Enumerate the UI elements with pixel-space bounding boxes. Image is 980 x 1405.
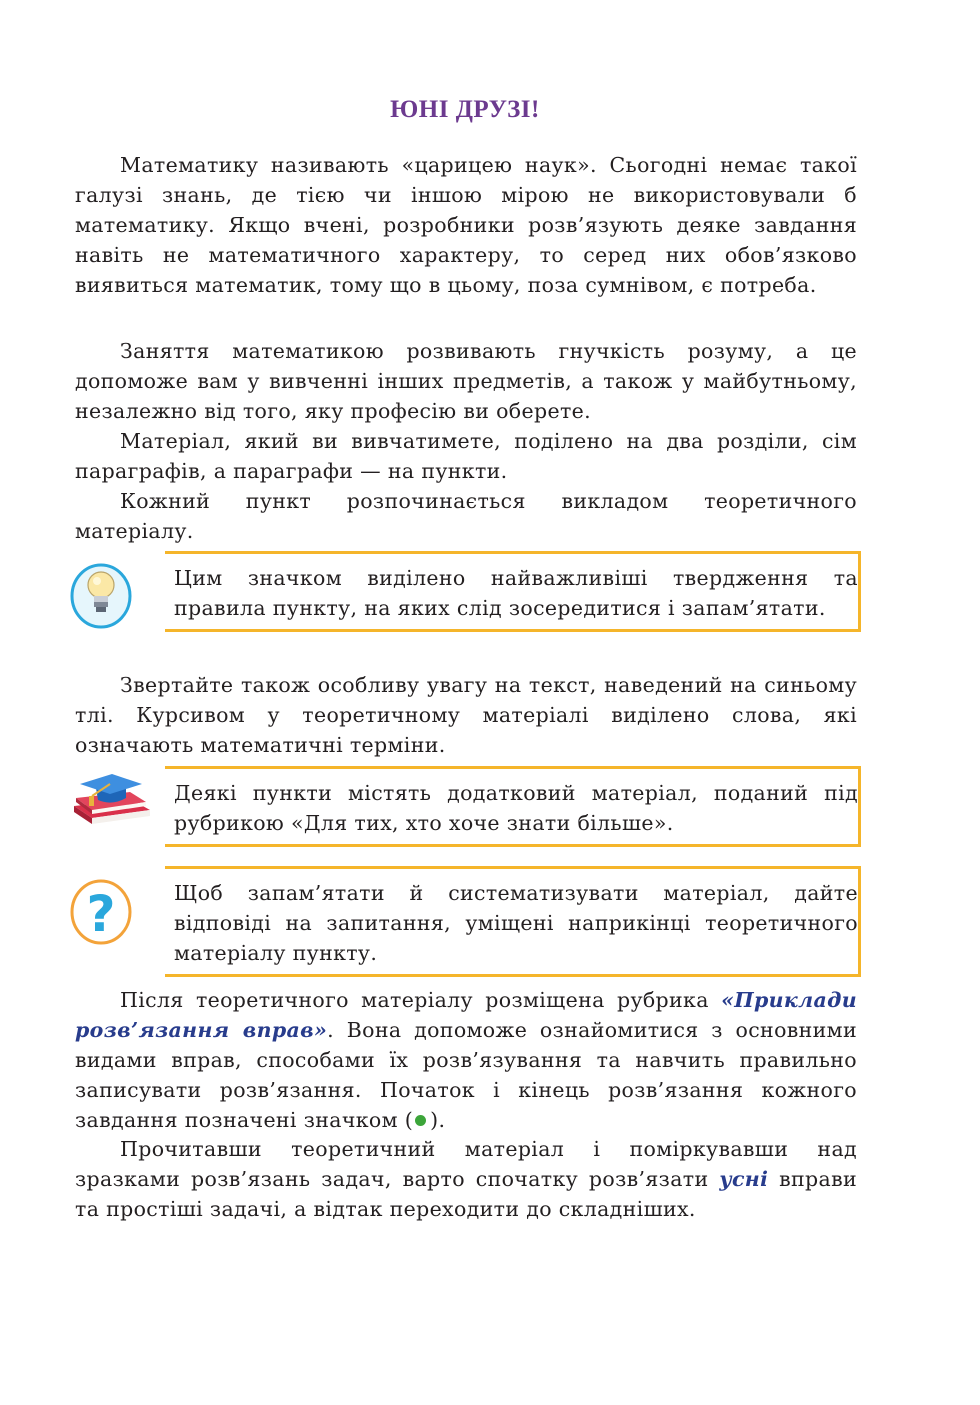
paragraph-examples	[75, 985, 857, 1135]
paragraph-oral-text-2: вправи та простіші задачі, а відтак переходити до складніших.	[75, 1167, 857, 1221]
paragraph-oral-exercises	[75, 1134, 857, 1224]
extra-material-box: Деякі пункти містять додатковий матеріал, поданий під рубрикою «Для тих, хто хоче знати більше».	[165, 766, 861, 847]
paragraph-benefits: Заняття математикою розвивають гнучкість розуму, а це допоможе вам у вивченні інших предметів, а також у майбутньому, незалежно від того, яку професію ви оберете.	[75, 339, 857, 423]
review-questions-box: Щоб запам’ятати й систематизувати матеріал, дайте відповіді на запитання, уміщені наприкінці теоретичного матеріалу пункту.	[165, 866, 861, 977]
paragraph-examples-text-3: ).	[430, 1108, 446, 1132]
paragraph-blue-background: Звертайте також особливу увагу на текст, наведений на синьому тлі. Курсивом у теоретичному матеріалі виділено слова, які означають математичні терміни.	[75, 673, 857, 757]
paragraph-structure: Матеріал, який ви вивчатимете, поділено на два розділи, сім параграфів, а параграфи — на пункти.	[75, 429, 857, 483]
paragraph-oral-text-1: Прочитавши теоретичний матеріал і поміркувавши над зразками розв’язань задач, варто спочатку розв’язати	[75, 1137, 857, 1191]
paragraph-intro: Математику називають «царицею наук». Сьогодні немає такої галузі знань, де тією чи іншою мірою не використовували б математику. Якщо вчені, розробники розв’язують деяке завдання навіть не математичного характеру, то серед них обов’язково виявиться математик, тому що в цьому, поза сумнівом, є потреба.	[75, 153, 857, 297]
important-rules-box: Цим значком виділено найважливіші твердження та правила пункту, на яких слід зосередитися і запам’ятати.	[165, 551, 861, 632]
lightbulb-icon	[70, 560, 134, 636]
oral-exercises-term: усні	[719, 1167, 769, 1191]
svg-text:?: ?	[86, 885, 116, 943]
paragraph-examples-text-2: . Вона допоможе ознайомитися з основними видами вправ, способами їх розв’язування та навчить правильно записувати розв’язання. Початок і кінець розв’язання кожного завдання позначені значком (	[75, 1018, 857, 1132]
question-mark-icon	[70, 876, 134, 950]
examples-rubric-title: «Приклади розв’язання вправ»	[75, 988, 857, 1042]
paragraph-examples-text-1: Після теоретичного матеріалу розміщена рубрика	[120, 988, 722, 1012]
page-title: ЮНІ ДРУЗІ!	[390, 96, 540, 123]
green-dot-icon	[415, 1115, 426, 1126]
graduation-cap-books-icon	[70, 770, 154, 834]
paragraph-theory: Кожний пункт розпочинається викладом теоретичного матеріалу.	[75, 489, 857, 543]
